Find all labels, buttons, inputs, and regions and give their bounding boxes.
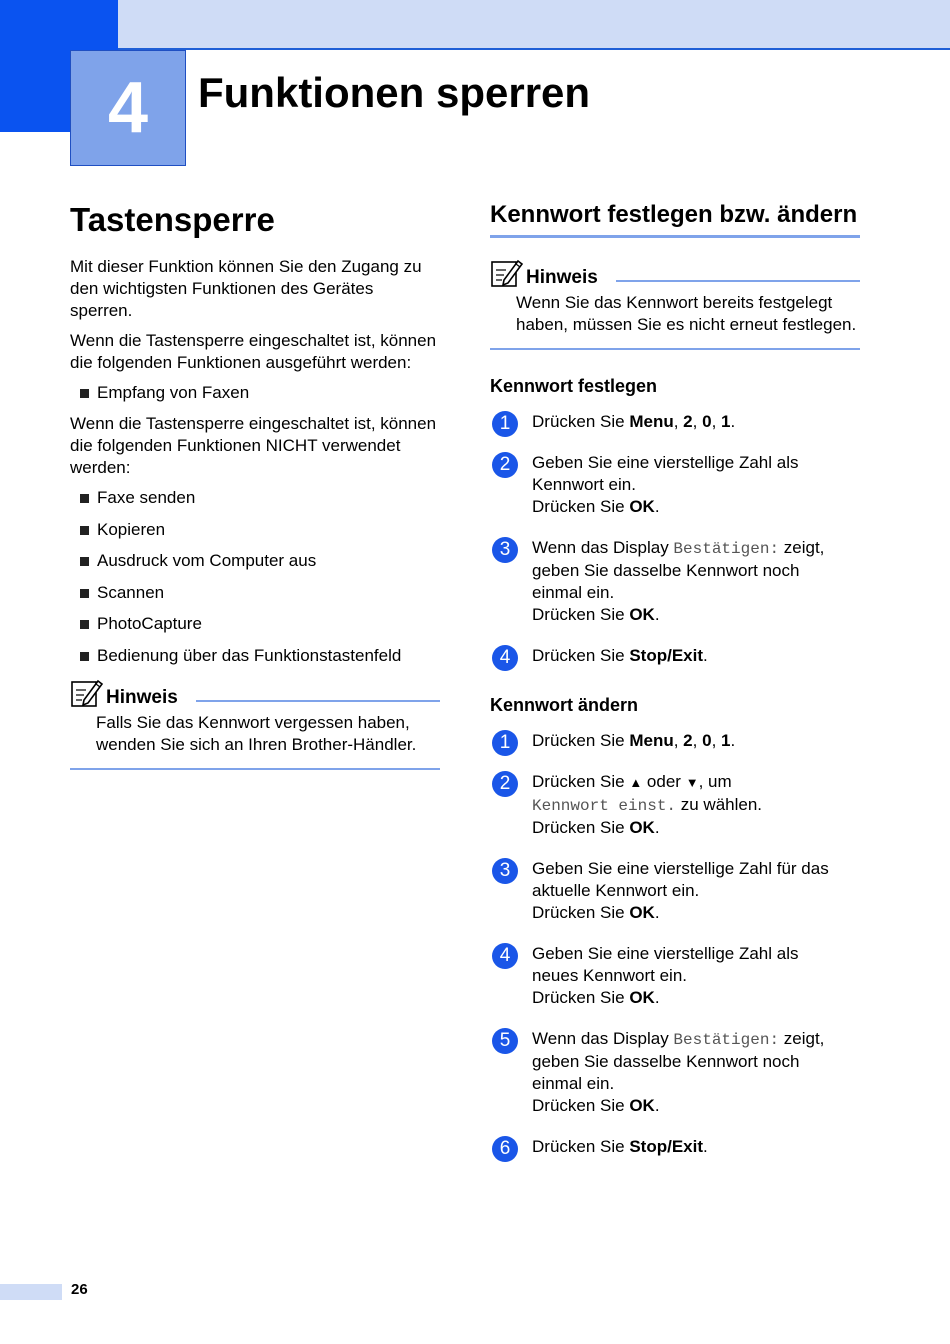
note-rule <box>616 280 860 282</box>
blocked-functions-list <box>70 487 440 667</box>
step-number-icon: 2 <box>492 452 518 478</box>
step-number-icon: 1 <box>492 411 518 437</box>
step: 1 Drücken Sie Menu, 2, 0, 1. <box>490 411 860 433</box>
note-bottom-rule <box>70 768 440 770</box>
note-text: Wenn Sie das Kennwort bereits festgelegt haben, müssen Sie es nicht erneut festlegen. <box>516 293 857 335</box>
step-number-icon: 1 <box>492 730 518 756</box>
step-number-icon: 5 <box>492 1028 518 1054</box>
step-number-icon: 4 <box>492 645 518 671</box>
step: 2 Drücken Sie ▲ oder ▼, um Kennwort einst. zu wählen. Drücken Sie OK. <box>490 771 860 839</box>
header-rule <box>118 48 950 50</box>
list-item: PhotoCapture <box>70 613 440 635</box>
list-item: Faxe senden <box>70 487 440 509</box>
list-item: Bedienung über das Funktionstastenfeld <box>70 645 440 667</box>
note-pencil-icon <box>70 678 104 708</box>
header-band <box>118 0 950 48</box>
list-item: Scannen <box>70 582 440 604</box>
paragraph: Wenn die Tastensperre eingeschaltet ist, können die folgenden Funktionen NICHT verwendet werden: <box>70 414 437 478</box>
step: 6 Drücken Sie Stop/Exit. <box>490 1136 860 1158</box>
footer-band <box>0 1284 62 1300</box>
bullet-icon <box>80 557 89 566</box>
paragraph: Wenn die Tastensperre eingeschaltet ist, können die folgenden Funktionen ausgeführt werden: <box>70 330 437 372</box>
allowed-functions-list <box>70 382 440 404</box>
bullet-icon <box>80 526 89 535</box>
step-number-icon: 3 <box>492 858 518 884</box>
bullet-icon <box>80 589 89 598</box>
step: 3 Wenn das Display Bestätigen: zeigt, geben Sie dasselbe Kennwort noch einmal ein. Drücken Sie OK. <box>490 537 860 626</box>
note-box <box>490 256 860 350</box>
section-heading-kennwort: Kennwort festlegen bzw. ändern <box>490 200 860 238</box>
steps-kennwort-aendern <box>490 730 860 1158</box>
paragraph: Mit dieser Funktion können Sie den Zugang zu den wichtigsten Funktionen des Gerätes sperren. <box>70 256 422 320</box>
list-item: Kopieren <box>70 519 440 541</box>
chapter-title: Funktionen sperren <box>198 69 591 116</box>
bullet-icon <box>80 620 89 629</box>
left-column <box>70 200 440 770</box>
down-arrow-icon: ▼ <box>685 775 699 791</box>
bullet-icon <box>80 389 89 398</box>
display-text: Kennwort einst. <box>532 797 677 816</box>
page-number: 26 <box>71 1281 88 1298</box>
note-pencil-icon <box>490 258 524 288</box>
subheading-kennwort-festlegen: Kennwort festlegen <box>490 376 658 397</box>
chapter-number: 4 <box>70 50 186 166</box>
step-number-icon: 3 <box>492 537 518 563</box>
step: 2 Geben Sie eine vierstellige Zahl als Kennwort ein. Drücken Sie OK. <box>490 452 860 518</box>
step: 4 Geben Sie eine vierstellige Zahl als neues Kennwort ein. Drücken Sie OK. <box>490 943 860 1009</box>
step-number-icon: 4 <box>492 943 518 969</box>
note-rule <box>196 700 440 702</box>
step-number-icon: 2 <box>492 771 518 797</box>
step: 1 Drücken Sie Menu, 2, 0, 1. <box>490 730 860 752</box>
bullet-icon <box>80 494 89 503</box>
step: 4 Drücken Sie Stop/Exit. <box>490 645 860 667</box>
note-text: Falls Sie das Kennwort vergessen haben, wenden Sie sich an Ihren Brother-Händler. <box>96 713 417 755</box>
list-item: Empfang von Faxen <box>70 382 440 404</box>
step: 3 Geben Sie eine vierstellige Zahl für das aktuelle Kennwort ein. Drücken Sie OK. <box>490 858 860 924</box>
note-box <box>70 676 440 770</box>
note-bottom-rule <box>490 348 860 350</box>
steps-kennwort-festlegen <box>490 411 860 667</box>
display-text: Bestätigen: <box>673 540 780 559</box>
step-number-icon: 6 <box>492 1136 518 1162</box>
up-arrow-icon: ▲ <box>629 775 643 791</box>
subheading-kennwort-aendern: Kennwort ändern <box>490 695 639 716</box>
note-label: Hinweis <box>106 687 178 709</box>
note-label: Hinweis <box>526 267 598 289</box>
display-text: Bestätigen: <box>673 1031 780 1050</box>
section-heading-tastensperre: Tastensperre <box>70 201 275 238</box>
right-column <box>490 200 860 1177</box>
bullet-icon <box>80 652 89 661</box>
step: 5 Wenn das Display Bestätigen: zeigt, geben Sie dasselbe Kennwort noch einmal ein. Drücken Sie OK. <box>490 1028 860 1117</box>
list-item: Ausdruck vom Computer aus <box>70 550 440 572</box>
